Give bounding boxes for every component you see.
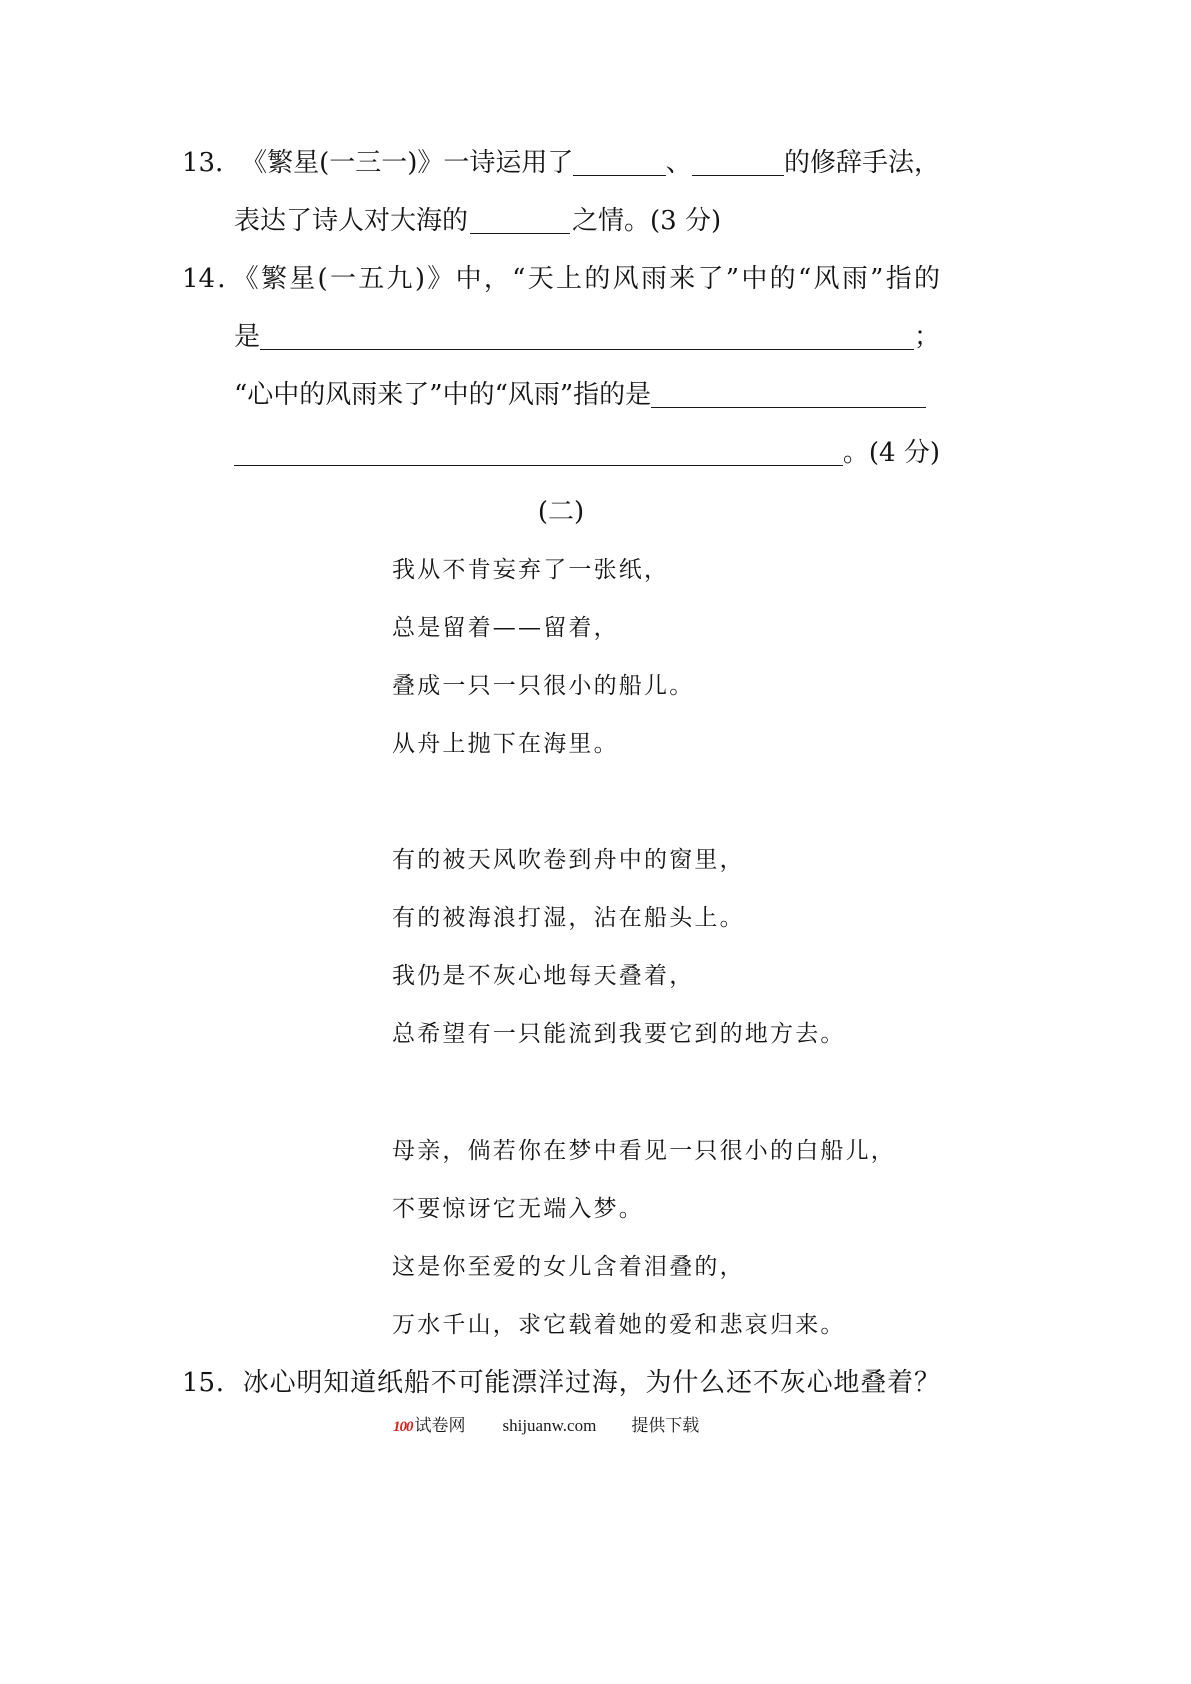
question-14-line-2-end: ； [913,322,940,353]
answer-blank [692,175,784,176]
question-13-prompt-end: 的修辞手法， [784,148,941,178]
poem-line: 不要惊讶它无端入梦。 [392,1195,644,1222]
poem-line: 我从不肯妄弃了一张纸， [392,556,670,583]
question-15-prompt: 冰心明知道纸船不可能漂洋过海，为什么还不灰心地叠着？ [242,1367,940,1398]
download-note: 提供下载 [631,1416,700,1435]
question-14-line-3-text: “心中的风雨来了”中的“风雨”指的是 [234,380,652,411]
question-14-line-4 [182,424,940,482]
site-logo-text: 试卷网 [414,1416,466,1435]
answer-blank [470,233,570,234]
poem-line: 有的被天风吹卷到舟中的窗里， [392,847,745,874]
question-13-prompt-start: 《繁星(一三一)》一诗运用了 [241,148,574,178]
poem-line: 叠成一只一只很小的船儿。 [392,672,695,699]
question-13-number: 13． [182,148,242,178]
question-15-line-1 [182,1354,940,1412]
poem-line: 这是你至爱的女儿含着泪叠的， [392,1253,745,1280]
answer-blank [234,465,843,466]
poem-stanza-break [182,773,940,831]
section-heading: (二) [537,496,585,527]
poem-line: 我仍是不灰心地每天叠着， [392,963,695,990]
page-footer [393,1413,699,1440]
question-14-line-3 [182,366,940,424]
poem-line: 从舟上抛下在海里。 [392,730,619,757]
question-13-line-1 [182,134,940,192]
question-15-number: 15． [182,1367,243,1398]
question-13-line-2 [182,192,940,250]
question-14-line-2 [182,308,940,366]
poem-line: 万水千山，求它载着她的爱和悲哀归来。 [392,1311,846,1338]
site-url: shijuanw.com [502,1416,597,1435]
question-14-number: 14． [182,264,246,295]
site-logo-mark: 100 [393,1419,413,1435]
poem-line: 总希望有一只能流到我要它到的地方去。 [392,1021,846,1048]
answer-blank [260,349,914,350]
question-14-line-4-end: 。(4 分) [842,438,940,469]
poem-line: 有的被海浪打湿，沾在船头上。 [392,905,745,932]
answer-blank [573,175,665,176]
question-section [182,134,940,1412]
poem-stanza-break [182,1064,940,1122]
site-logo [393,1413,466,1440]
question-14-prompt: 《繁星(一五九)》中，“天上的风雨来了”中的“风雨”指的 [245,264,940,295]
answer-blank [651,407,926,408]
question-14-line-1 [182,250,940,308]
question-13-line-2-end: 之情。(3 分) [572,206,722,237]
question-14-line-2-start: 是 [234,322,261,353]
poem-line: 母亲，倘若你在梦中看见一只很小的白船儿， [392,1137,896,1164]
poem-line: 总是留着——留着， [392,614,619,641]
question-13-line-2-start: 表达了诗人对大海的 [234,206,469,237]
blank-separator: 、 [665,148,692,178]
